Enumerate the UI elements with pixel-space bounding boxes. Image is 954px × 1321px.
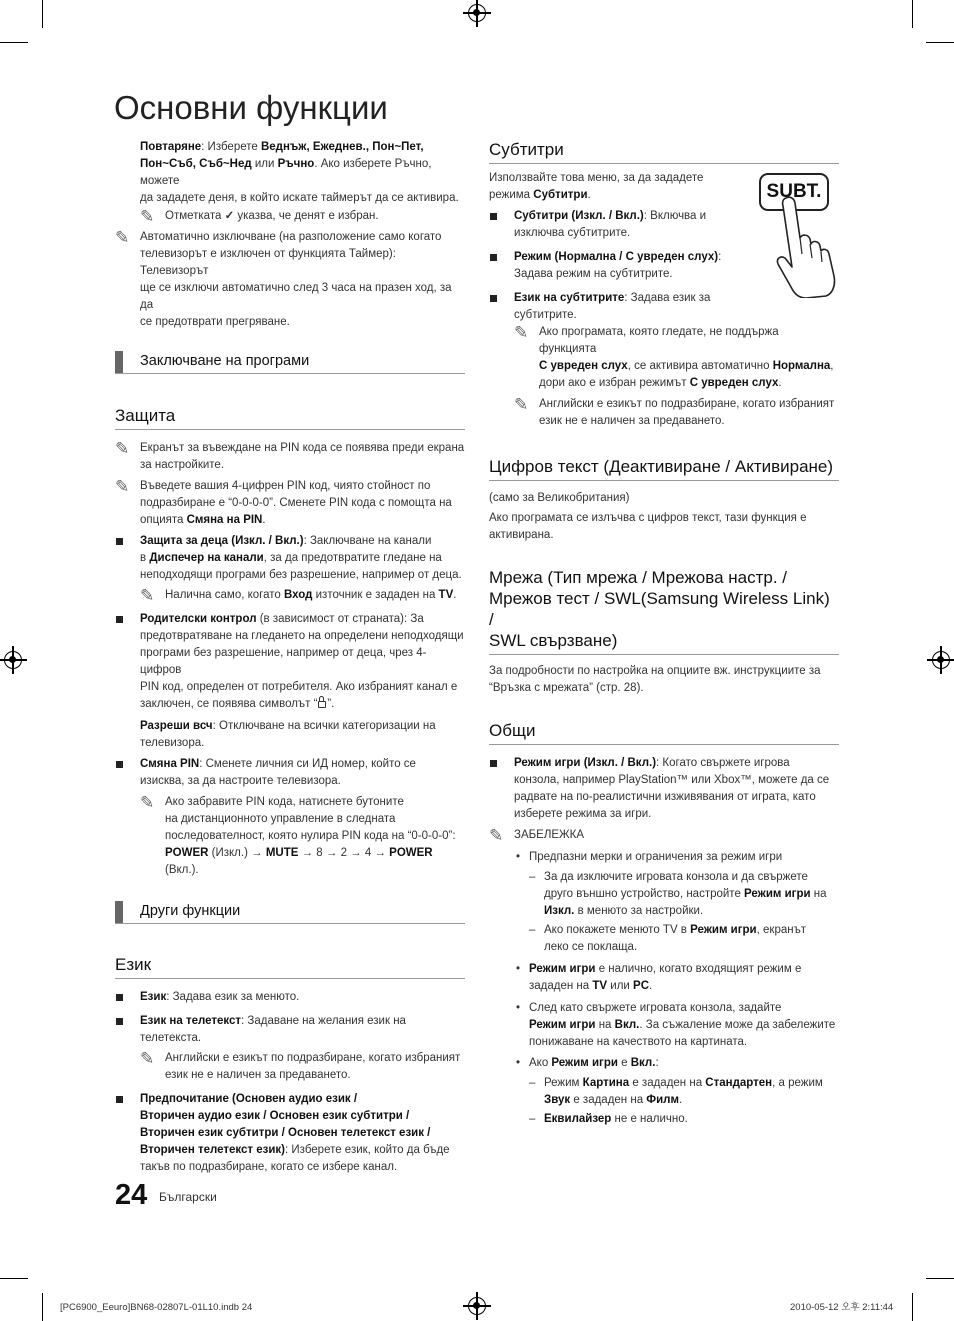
lock-programs-heading: Заключване на програми (115, 351, 465, 374)
game-mode-notes (489, 849, 839, 1128)
left-column (115, 139, 465, 1176)
crop-mark (42, 1293, 43, 1321)
list-item: – Ако покажете менюто TV в Режим игри, екранът леко се поклаща. (529, 924, 807, 953)
note-pencil-icon: ✎ (140, 207, 155, 226)
list-item: – За да изключите игровата конзола и да свържете друго външно устройство, настройте Режим игри на Изкл. в менюто за настройки. (529, 871, 827, 917)
registration-mark-icon (468, 4, 486, 22)
crop-mark (0, 1278, 28, 1279)
list-item: • Ако Режим игри е Вкл.: (516, 1057, 659, 1069)
child-lock-note: ✎ Налична само, когато Вход източник е зададен на TV. (140, 586, 457, 605)
network-heading: Мрежа (Тип мрежа / Мрежова настр. / Мрежов тест / SWL(Samsung Wireless Link) / SWL свързване) (489, 567, 839, 655)
registration-mark-icon (4, 651, 22, 669)
note-pencil-icon: ✎ (115, 228, 130, 247)
bullet-square-icon (116, 616, 123, 623)
footer-date: 2010-05-12 오후 2:11:44 (790, 1302, 894, 1313)
repeat-note: ✎ Отметката ✓ указва, че денят е избран. (140, 207, 379, 226)
list-item: • След като свържете игровата конзола, задайте Режим игри на Вкл.. За съжаление може да забележите понижаване на качеството на картината. (516, 1002, 836, 1048)
teletext-note: ✎ Английски е езикът по подразбиране, когато избраният език не е наличен за предаването. (140, 1049, 461, 1081)
language-heading: Език (115, 954, 465, 979)
network-desc: За подробности по настройка на опциите вж. инструкциите за “Връзка с мрежата” (стр. 28). (489, 665, 821, 694)
note-pencil-icon: ✎ (140, 793, 155, 812)
checkmark-icon: ✓ (224, 210, 235, 222)
page-number: 24 (115, 1179, 148, 1211)
registration-mark-icon (932, 651, 950, 669)
subtitles-heading: Субтитри (489, 139, 839, 164)
note-pencil-icon: ✎ (115, 477, 130, 496)
subtitles-note-1: ✎ Ако програмата, която гледате, не поддържа функцията С увреден слух, се активира автоматично Нормална, дори ако е избран режимът С увреден слух. (514, 323, 834, 389)
crop-mark (926, 42, 954, 43)
list-item: • Предпазни мерки и ограничения за режим игри (516, 851, 783, 863)
bullet-square-icon (490, 213, 497, 220)
footer-file: [PC6900_Eeuro]BN68-02807L-01L10.indb 24 (60, 1302, 253, 1313)
bullet-square-icon (116, 761, 123, 768)
auto-off-note: ✎ Автоматично изключване (на разположение само когато телевизорът е изключен от функцията Таймер): Телевизорът ще се изключи автоматично след 3 часа на празен ход, за да се предотврати прегряване. (115, 228, 452, 328)
teletext-language-item: Език на телетекст: Задаване на желания език на телетекста. ✎ Английски е езикът по подразбиране, когато избраният език не е наличен за предаването. (115, 1013, 465, 1084)
child-lock-item: Защита за деца (Изкл. / Вкл.): Заключване на канали в Диспечер на канали, за да предотвратите гледане на неподходящи програми без разрешение, например от деца. ✎ Налична само, когато Вход източник е зададен на TV. (115, 533, 465, 604)
parental-control-item: Родителски контрол (в зависимост от страната): За предотвратяване на гледането на определени неподходящи програми без разрешение, например от деца, чрез 4-цифров PIN код, определен от потребителя. Ако избраният канал е заключен, се появява символът “ ”. Разреши всч: Отключване на всички категоризации на телевизора. (115, 611, 465, 752)
digital-text-uk-only: (само за Великобритания) (489, 492, 630, 504)
list-item: – Режим Картина е зададен на Стандартен, а режим Звук е зададен на Филм. (529, 1077, 823, 1106)
other-features-heading: Други функции (115, 901, 465, 924)
list-item: • Режим игри е наличнo, когато входящият режим е зададен на TV или PC. (516, 963, 802, 992)
page-title: Основни функции (114, 89, 388, 126)
crop-mark (912, 1293, 913, 1321)
general-heading: Общи (489, 720, 839, 745)
bullet-square-icon (490, 254, 497, 261)
security-heading: Защита (115, 405, 465, 430)
note-pencil-icon: ✎ (514, 323, 529, 342)
pointing-hand-icon (770, 196, 840, 298)
list-item: – Еквилайзер не е налично. (529, 1113, 688, 1125)
note-pencil-icon: ✎ (115, 439, 130, 458)
menu-language-item: Език: Задава език за менюто. (115, 989, 465, 1006)
pin-note: ✎ Ако забравите PIN кода, натиснете бутоните на дистанционното управление в следната последователност, която нулира PIN кода на “0-0-0-0”: POWER (Изкл.) → MUTE → 8 → 2 → 4 → POWER (Вкл.). (140, 793, 456, 876)
security-note-2: ✎ Въведете вашия 4-цифрен PIN код, чиято стойност по подразбиране е “0-0-0-0”. Сменете PIN кода с помощта на опцията Смяна на PIN. (115, 477, 452, 526)
bullet-square-icon (116, 1096, 123, 1103)
bullet-square-icon (116, 1018, 123, 1025)
subtitles-mode-item: Режим (Нормална / С увреден слух): Задава режим на субтитрите. (489, 249, 839, 283)
crop-mark (42, 0, 43, 28)
lock-icon (318, 701, 326, 708)
note-pencil-icon: ✎ (140, 586, 155, 605)
subt-button-icon: SUBT. (759, 173, 829, 211)
bullet-square-icon (490, 760, 497, 767)
repeat-paragraph: Повтаряне: Изберете Веднъж, Ежеднев., Пон~Пет, Пон~Съб, Съб~Нед или Ръчно. Ако изберете Ръчно, можете да зададете деня, в който искате таймерът да се активира. ✎ Отметката ✓ указва, че денят е избран. (115, 139, 465, 225)
page-language: Български (159, 1190, 217, 1204)
crop-mark (926, 1278, 954, 1279)
subtitles-note-2: ✎ Английски е езикът по подразбиране, когато избраният език не е наличен за предаването. (514, 395, 835, 427)
subtitles-onoff-item: Субтитри (Изкл. / Вкл.): Включва и изключва субтитрите. (489, 208, 839, 242)
game-mode-note-label: ✎ ЗАБЕЛЕЖКА (489, 826, 585, 845)
registration-mark-icon (468, 1297, 486, 1315)
security-note-1: ✎ Екранът за въвеждане на PIN кода се появява преди екрана за настройките. (115, 439, 465, 471)
bullet-square-icon (116, 538, 123, 545)
crop-mark (0, 42, 28, 43)
bullet-square-icon (490, 295, 497, 302)
note-pencil-icon: ✎ (140, 1049, 155, 1068)
digital-text-heading: Цифров текст (Деактивиране / Активиране) (489, 456, 839, 481)
crop-mark (912, 0, 913, 28)
game-mode-item: Режим игри (Изкл. / Вкл.): Когато свържете игрова конзола, например PlayStation™ или Xbox™, можете да се радвате на по-реалистични изживявания от играта, като изберете режима за игри. (489, 755, 839, 823)
digital-text-desc: Ако програмата се излъчва с цифров текст, тази функция е активирана. (489, 512, 807, 541)
preference-item: Предпочитание (Основен аудио език / Вторичен аудио език / Основен език субтитри / Вторичен език субтитри / Основен телетекст език / Вторичен телетекст език): Изберете език, който да бъде такъв по подразбиране, когато се избере канал. (115, 1091, 465, 1176)
subtitles-language-item: Език на субтитрите: Задава език за субтитрите. ✎ Ако програмата, която гледате, не поддържа функцията С увреден слух, се активира автоматично Нормална, дори ако е избран режимът С увреден слух. ✎ Английски е езикът по подразбиране, когато избраният език не е наличен за предаването. (489, 290, 839, 430)
bullet-square-icon (116, 994, 123, 1001)
note-pencil-icon: ✎ (514, 395, 529, 414)
note-pencil-icon: ✎ (489, 826, 504, 845)
change-pin-item: Смяна PIN: Сменете личния си ИД номер, който се изисква, за да настроите телевизора. ✎ Ако забравите PIN кода, натиснете бутоните на дистанционното управление в следната последователност, която нулира PIN кода на “0-0-0-0”: POWER (Изкл.) → MUTE → 8 → 2 → 4 → POWER (Вкл.). (115, 756, 465, 879)
subtitles-intro: Използвайте това меню, за да зададете режима Субтитри. (489, 172, 704, 201)
